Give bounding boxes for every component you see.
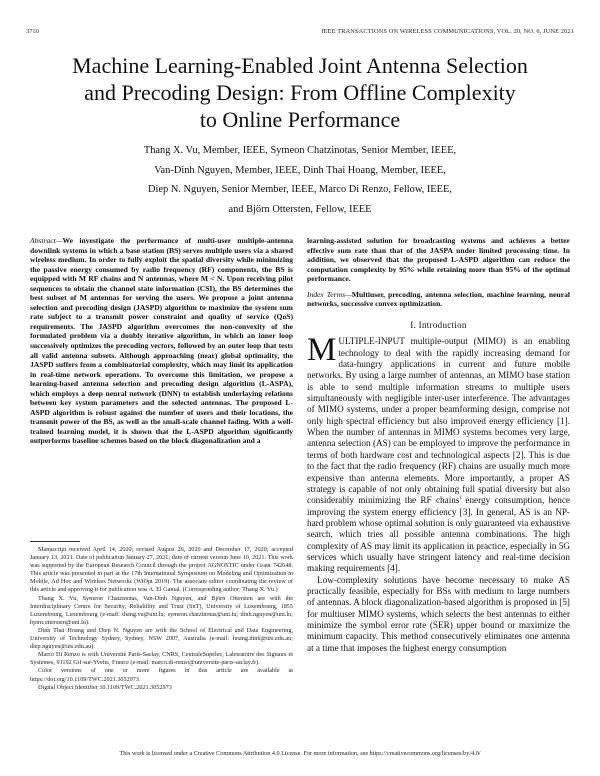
abstract-continued: learning-assisted solution for broadcasting systems and achieves a better effective sum rate than that of the JASPA under limited processing time. In addition, we observed that the proposed L-ASPD algorithm can reduce the computation complexity by 95% while retaining more than 95% of the optimal performance. (307, 236, 570, 284)
dropcap: M (307, 332, 337, 369)
title-line-1: Machine Learning-Enabled Joint Antenna Selection (72, 53, 528, 78)
author-line-4: and Björn Ottersten, Fellow, IEEE (228, 203, 372, 215)
running-header (26, 28, 574, 40)
paragraph-1-text: ULTIPLE-INPUT multiple-output (MIMO) is an enabling technology to deal with the rapidly increasing demand for data-hungry applications in current and future mobile networks. By using a large number of antennas, an MIMO base station is able to send multiple information streams to multiple users simultaneously with negligible inter-user interference. The advantages of MIMO systems, under a proper beamforming design, comprise not only high spectral efficiency but also improved energy efficiency [1]. When the number of antennas in MIMO systems becomes very large, antenna selection (AS) can be employed to improve the performance in terms of both hardware cost and technological aspects [2]. This is due to the fact that the radio frequency (RF) chains are usually much more expensive than antenna elements. More importantly, a proper AS strategy is capable of not only obtaining full spatial diversity but also considerably minimizing the RF chains' energy consumption, hence improving the system energy efficiency [3]. In general, AS is an NP-hard problem whose optimal solution is only guaranteed via exhaustive search, which tries all possible antenna combinations. The high complexity of AS may limit its application in practice, especially in 5G services which usually have stringent latency and real-time decision making requirements [4]. (307, 336, 570, 574)
paper-title (30, 52, 570, 133)
title-line-3: to Online Performance (199, 107, 401, 132)
abstract (30, 236, 293, 446)
right-column (307, 236, 570, 654)
footnote-affiliation-2: Dinh Thai Hoang and Diep N. Nguyen are with the School of Electrical and Data Engineering, University of Technology Sydney, Sydney, NSW 2007, Australia (e-mail: hoang.dinh@uts.edu.au; diep.nguyen@uts.edu.au). (30, 626, 293, 651)
index-terms-text: Multiuser, precoding, antenna selection, machine learning, neural networks, successive convex optimization. (307, 289, 570, 309)
paragraph-2: Low-complexity solutions have become necessary to make AS practically feasible, especially for BSs with medium to large numbers of antennas. A block diagonalization-based algorithm is proposed in [5] for multiuser MIMO systems, which selects the best antennas to either minimize the symbol error rate (SER) upper bound or maximize the minimum capacity. This method consecutively eliminates one antenna at a time that imposes the highest energy consumption (307, 574, 570, 653)
author-line-3: Diep N. Nguyen, Senior Member, IEEE, Marco Di Renzo, Fellow, IEEE, (148, 184, 452, 195)
footnote-doi: Digital Object Identifier 10.1109/TWC.2021.3052973 (38, 683, 172, 691)
index-terms (307, 290, 570, 309)
left-column (30, 236, 293, 446)
page-number: 3710 (26, 28, 39, 35)
section-body (307, 332, 570, 654)
author-list (30, 141, 570, 219)
footnote-manuscript: Manuscript received April 14, 2020; revised August 26, 2020 and December 17, 2020; accepted January 13, 2021. Date of publication January 27, 2021; date of current version June 10, 2021. This work was supported by the European Research Council through the project AGNOSTIC under Grant 742648. This article was presented in part at the 17th International Symposium on Modeling and Optimization in Mobile, Ad Hoc and Wireless Networks (WiOpt 2019). The associate editor coordinating the review of this article and approving it for publication was A. El Gamal. (Corresponding author: Thang X. Vu.) (30, 546, 293, 594)
footnote-affiliation-3: Marco Di Renzo is with Université Paris-Saclay, CNRS, CentraleSupélec, Laboratoire des Signaux et Systèmes, 91192 Gif-sur-Yvette, France (e-mail: marco.di-renzo@universite-paris-saclay.fr). (30, 651, 293, 667)
index-terms-lead: Index Terms— (307, 289, 352, 299)
footnote-rule (30, 541, 80, 542)
title-line-2: and Precoding Design: From Offline Complexity (84, 80, 516, 105)
abstract-text-left: We investigate the performance of multi-user multiple-antenna downlink systems in which a base station (BS) serves multiple users via a shared wireless medium. In order to fully exploit the spatial diversity while minimizing the passive energy consumed by radio frequency (RF) components, the BS is equipped with M RF chains and N antennas, where M < N. Upon receiving pilot sequences to obtain the channel state information (CSI), the BS determines the best subset of M antennas for serving the users. We propose a joint antenna selection and precoding design (JASPD) algorithm to maximize the system sum rate subject to a transmit power constraint and quality of service (QoS) requirements. The JASPD algorithm overcomes the non-convexity of the formulated problem via a doubly iterative algorithm, in which an inner loop successively optimizes the precoding vectors, followed by an outer loop that tests all valid antenna subsets. Although approaching (near) global optimality, the JASPD suffers from a combinatorial complexity, which may limit its application in real-time network operations. To overcome this limitation, we propose a learning-based antenna selection and precoding design algorithm (L-ASPA), which employs a deep neural network (DNN) to establish underlaying relations between key system parameters and the selected antennas. The proposed L-ASPD algorithm is robust against the number of users and their locations, the transmit power of the BS, as well as the small-scale channel fading. With a well-trained learning model, it is shown that the L-ASPD algorithm significantly outperforms baseline schemes based on the block diagonalization and a (30, 236, 293, 446)
author-line-2: Van-Dinh Nguyen, Member, IEEE, Dinh Thai Hoang, Member, IEEE, (154, 164, 446, 176)
footnote-affiliation-1: Thang X. Vu, Symeon Chatzinotas, Van-Dinh Nguyen, and Björn Ottersten are with the Interdisciplinary Centre for Security, Reliability and Trust (SnT), University of Luxembourg, 1855 Luxembourg, Luxembourg (e-mail: thang.vu@uni.lu; symeon.chatzinotas@uni.lu; dinh.nguyen@uni.lu; bjorn.ottersten@uni.lu). (30, 594, 293, 626)
author-line-1: Thang X. Vu, Member, IEEE, Symeon Chatzinotas, Senior Member, IEEE, (143, 145, 457, 156)
license-notice: This work is licensed under a Creative Commons Attribution 4.0 License. For more information, see https://creativecommons.org/licenses/by/4.0/ (119, 750, 481, 757)
paragraph-1 (307, 332, 570, 574)
footnotes (30, 546, 293, 692)
footnote-color: Color versions of one or more figures in this article are available at https://doi.org/10.1109/TWC.2021.3052973. (30, 667, 293, 683)
journal-name: IEEE TRANSACTIONS ON WIRELESS COMMUNICATIONS, VOL. 20, NO. 6, JUNE 2021 (321, 28, 574, 35)
section-heading: I. Introduction (410, 319, 467, 330)
abstract-lead: Abstract— (30, 236, 63, 245)
